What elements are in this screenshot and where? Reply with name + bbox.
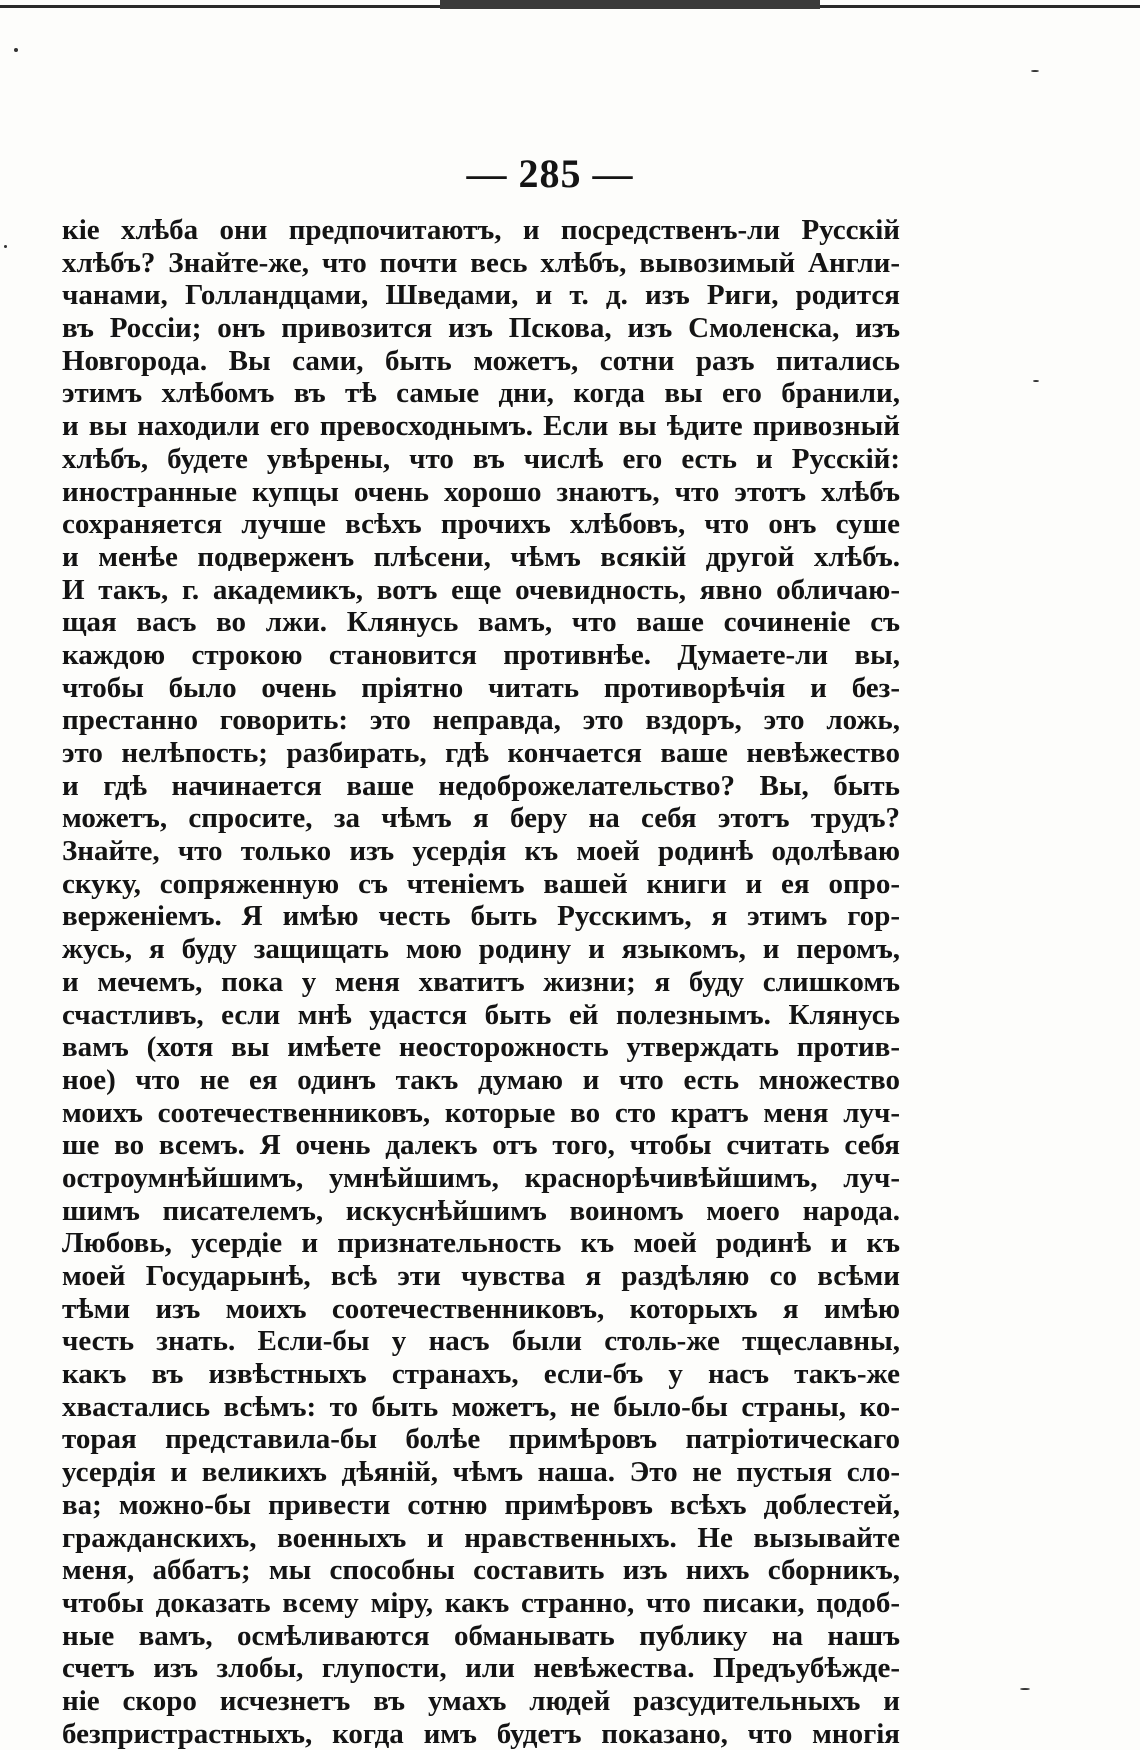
text-line: моей Государынѣ, всѣ эти чувства я раздѣляю со всѣми bbox=[62, 1260, 900, 1292]
text-line: гражданскихъ, военныхъ и нравственныхъ. Не вызывайте bbox=[62, 1521, 900, 1554]
text-line: вамъ (хотя вы имѣете неосторожность утверждать против- bbox=[62, 1031, 900, 1064]
text-line: чтобы доказать всему міру, какъ странно, что писаки, подоб- bbox=[62, 1586, 900, 1619]
text-line: ніе скоро исчезнетъ въ умахъ людей разсудительныхъ и bbox=[62, 1684, 900, 1717]
text-line: хвастались всѣмъ: то быть можетъ, не было-бы страны, ко- bbox=[62, 1390, 900, 1423]
scan-top-rule-heavy bbox=[440, 0, 820, 9]
text-line: торая представила-бы болѣе примѣровъ патріотическаго bbox=[62, 1423, 900, 1456]
text-line: ные вамъ, осмѣливаются обманывать публику на нашъ bbox=[62, 1619, 900, 1652]
text-line: этимъ хлѣбомъ въ тѣ самые дни, когда вы его бранили, bbox=[62, 377, 900, 410]
scan-speck bbox=[14, 48, 18, 52]
text-line: какъ въ извѣстныхъ странахъ, если-бъ у насъ такъ-же bbox=[62, 1358, 900, 1391]
page-number: — 285 — bbox=[466, 151, 634, 196]
text-line: Любовь, усердіе и признательность къ моей родинѣ и къ bbox=[62, 1227, 900, 1260]
text-line: шимъ писателемъ, искуснѣйшимъ воиномъ моего народа. bbox=[62, 1194, 900, 1227]
text-line: усердія и великихъ дѣяній, чѣмъ наша. Это не пустыя сло- bbox=[62, 1456, 900, 1489]
text-line: каждою строкою становится противнѣе. Думаете-ли вы, bbox=[62, 638, 900, 671]
text-line: верженіемъ. Я имѣю честь быть Русскимъ, я этимъ гор- bbox=[62, 900, 900, 933]
scan-speck bbox=[1033, 380, 1039, 382]
text-line: ное) что не ея одинъ такъ думаю и что есть множество bbox=[62, 1063, 900, 1096]
text-line: это нелѣпость; разбирать, гдѣ кончается ваше невѣжество bbox=[62, 737, 900, 769]
text-line: меня, аббатъ; мы способны составить изъ нихъ сборникъ, bbox=[62, 1554, 900, 1587]
text-line: счастливъ, если мнѣ удастся быть ей полезнымъ. Клянусь bbox=[62, 998, 900, 1031]
text-line: хлѣбъ? Знайте-же, что почти весь хлѣбъ, вывозимый Англи- bbox=[62, 246, 900, 279]
text-line: щая васъ во лжи. Клянусь вамъ, что ваше сочиненіе съ bbox=[62, 606, 900, 639]
text-line: можетъ, спросите, за чѣмъ я беру на себя этотъ трудъ? bbox=[62, 802, 900, 835]
text-line: счетъ изъ злобы, глупости, или невѣжества. Предъубѣжде- bbox=[62, 1652, 900, 1685]
page-body-text bbox=[62, 214, 900, 1750]
scan-speck bbox=[4, 245, 7, 248]
text-line: иностранные купцы очень хорошо знаютъ, что этотъ хлѣбъ bbox=[62, 475, 900, 508]
text-line: кіе хлѣба они предпочитаютъ, и посредственъ-ли Русскій bbox=[62, 214, 900, 246]
text-line: престанно говорить: это неправда, это вздоръ, это ложь, bbox=[62, 704, 900, 737]
text-line: чанами, Голландцами, Шведами, и т. д. изъ Риги, родится bbox=[62, 279, 900, 312]
text-line: и вы находили его превосходнымъ. Если вы ѣдите привозный bbox=[62, 410, 900, 443]
scan-speck bbox=[1031, 70, 1039, 72]
text-line: сохраняется лучше всѣхъ прочихъ хлѣбовъ, что онъ суше bbox=[62, 508, 900, 541]
text-line: Новгорода. Вы сами, быть можетъ, сотни разъ питались bbox=[62, 344, 900, 377]
text-line: ше во всемъ. Я очень далекъ отъ того, чтобы считать себя bbox=[62, 1129, 900, 1162]
text-line: жусь, я буду защищать мою родину и языкомъ, и перомъ, bbox=[62, 933, 900, 966]
text-line: хлѣбъ, будете увѣрены, что въ числѣ его есть и Русскій: bbox=[62, 442, 900, 475]
text-line: моихъ соотечественниковъ, которые во сто кратъ меня луч- bbox=[62, 1096, 900, 1129]
text-line: въ Россіи; онъ привозится изъ Пскова, изъ Смоленска, изъ bbox=[62, 312, 900, 345]
text-line: Знайте, что только изъ усердія къ моей родинѣ одолѣваю bbox=[62, 835, 900, 868]
scan-speck bbox=[1020, 1688, 1030, 1690]
text-line: и мечемъ, пока у меня хватитъ жизни; я буду слишкомъ bbox=[62, 965, 900, 998]
text-line: скуку, сопряженную съ чтеніемъ вашей книги и ея опро- bbox=[62, 867, 900, 900]
text-line: и гдѣ начинается ваше недоброжелательство? Вы, быть bbox=[62, 769, 900, 802]
text-line: тѣми изъ моихъ соотечественниковъ, которыхъ я имѣю bbox=[62, 1292, 900, 1325]
text-line: и менѣе подверженъ плѣсени, чѣмъ всякій другой хлѣбъ. bbox=[62, 540, 900, 573]
text-line: безпристрастныхъ, когда имъ будетъ показано, что многія bbox=[62, 1717, 900, 1750]
text-line: остроумнѣйшимъ, умнѣйшимъ, краснорѣчивѣйшимъ, луч- bbox=[62, 1161, 900, 1194]
text-line: И такъ, г. академикъ, вотъ еще очевидность, явно обличаю- bbox=[62, 573, 900, 606]
text-line: чтобы было очень пріятно читать противорѣчія и без- bbox=[62, 671, 900, 704]
text-line: ва; можно-бы привести сотню примѣровъ всѣхъ доблестей, bbox=[62, 1488, 900, 1521]
text-line: честь знать. Если-бы у насъ были столь-же тщеславны, bbox=[62, 1325, 900, 1358]
